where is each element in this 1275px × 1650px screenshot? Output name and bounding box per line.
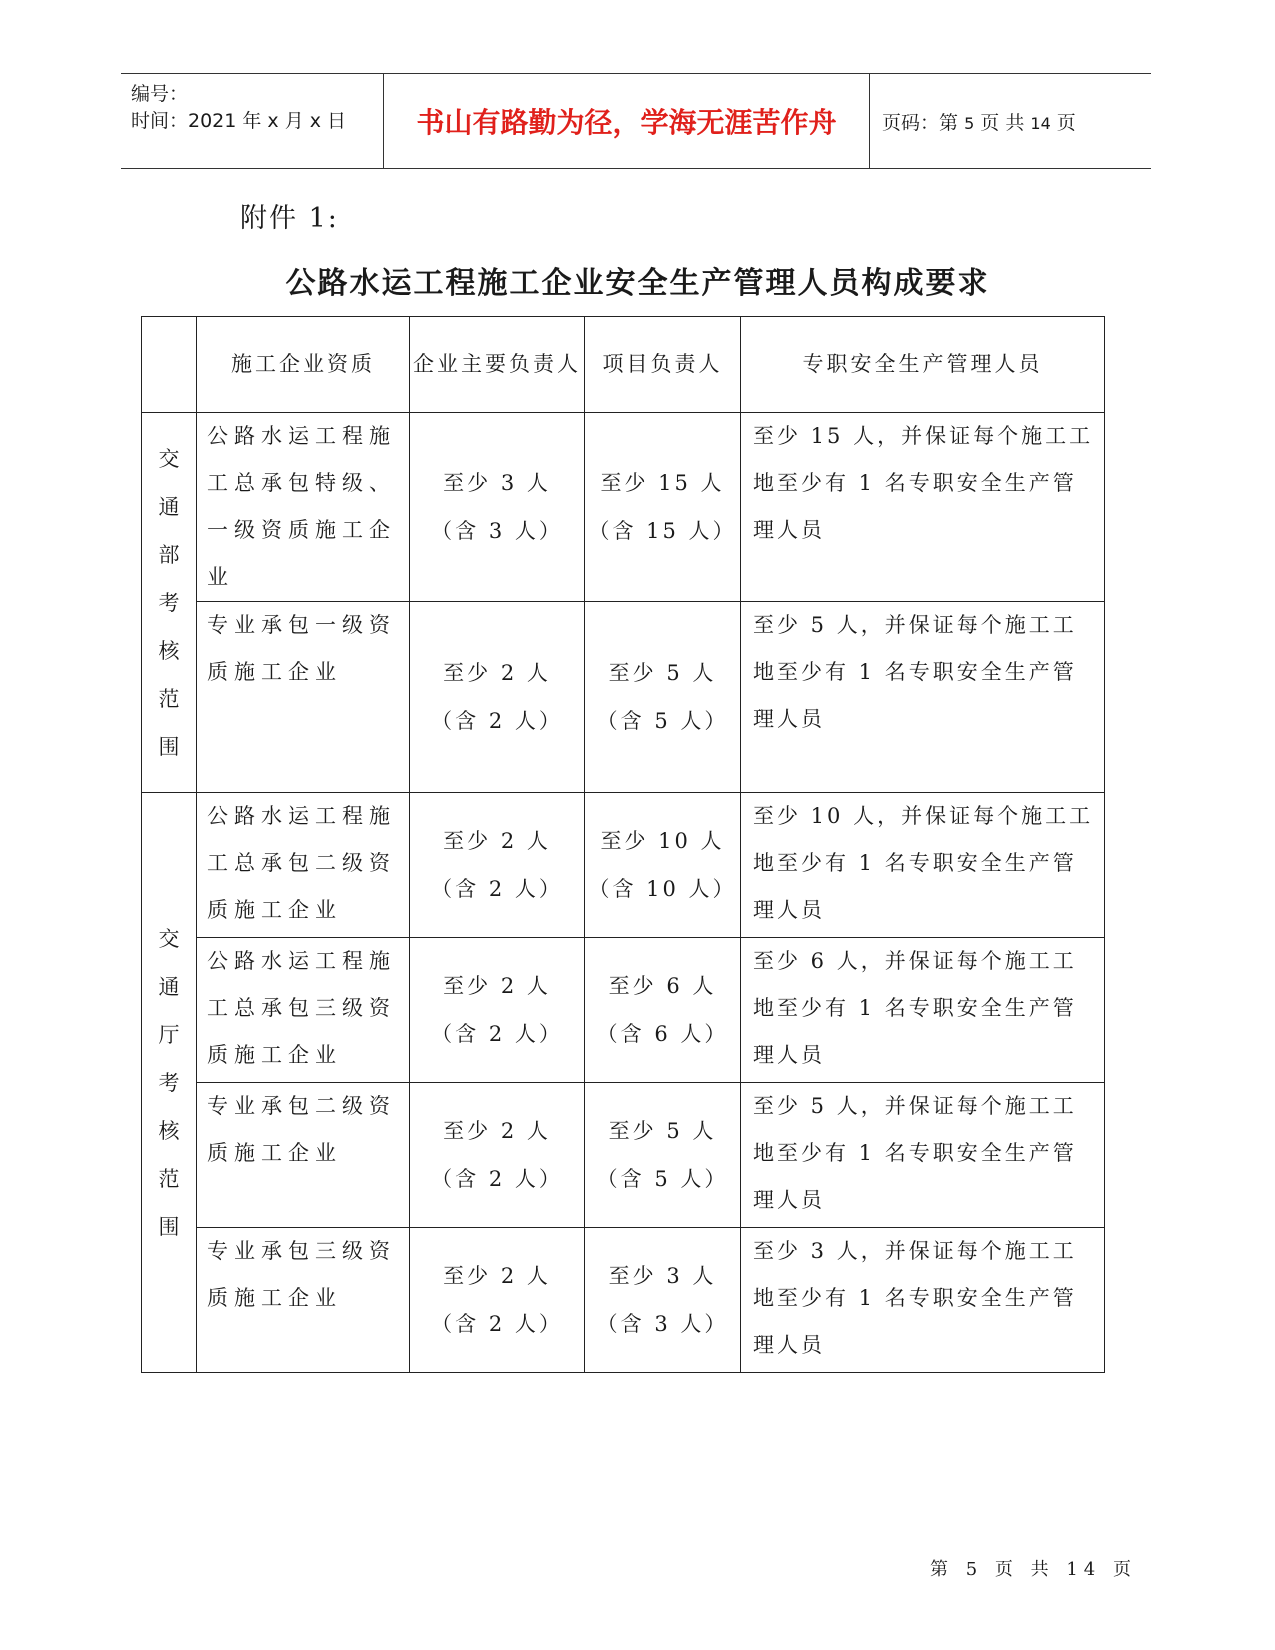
principal-incl: （含 2 人）	[431, 1022, 563, 1046]
lead-min: 至少 5 人	[608, 661, 717, 685]
table-row	[142, 1228, 1105, 1373]
table-row	[142, 1083, 1105, 1228]
principal-cell	[410, 1228, 585, 1373]
scope-char: 部	[158, 542, 180, 567]
safety-staff-cell: 至少 5 人，并保证每个施工工地至少有 1 名专职安全生产管理人员	[741, 1083, 1105, 1228]
lead-min: 至少 10 人	[600, 829, 725, 853]
scope-char: 通	[158, 494, 180, 519]
header-motto: 书山有路勤为径，学海无涯苦作舟	[384, 74, 870, 168]
scope-text	[142, 915, 196, 1251]
header-principal-text: 企业主要负责人	[413, 352, 581, 376]
header-empty-cell	[142, 317, 197, 413]
table-row	[142, 793, 1105, 938]
project-lead-cell	[585, 938, 741, 1083]
safety-staff-cell: 至少 15 人，并保证每个施工工地至少有 1 名专职安全生产管理人员	[741, 413, 1105, 602]
header-project-lead: 项目负责人	[585, 317, 741, 413]
scope-char: 围	[158, 734, 180, 759]
doc-time-label: 时间：2021 年 x 月 x 日	[131, 110, 347, 132]
header-principal	[410, 317, 585, 413]
scope-char: 交	[158, 926, 180, 951]
page-prefix: 页码：第	[882, 111, 959, 134]
page-total: 14	[1030, 113, 1051, 133]
project-lead-cell	[585, 1083, 741, 1228]
requirements-table	[141, 316, 1105, 1373]
page-mid: 页 共	[980, 111, 1025, 134]
scope-char: 范	[158, 1166, 180, 1191]
qualification-cell: 专业承包二级资质施工企业	[197, 1083, 410, 1228]
header-meta	[121, 74, 384, 168]
lead-incl: （含 15 人）	[588, 519, 737, 543]
principal-incl: （含 2 人）	[431, 877, 563, 901]
attachment-label: 附件 1:	[240, 203, 339, 234]
qualification-cell: 专业承包三级资质施工企业	[197, 1228, 410, 1373]
scope-cell	[142, 793, 197, 1373]
safety-staff-cell: 至少 6 人，并保证每个施工工地至少有 1 名专职安全生产管理人员	[741, 938, 1105, 1083]
header-page-info	[870, 74, 1151, 168]
lead-min: 至少 15 人	[600, 471, 725, 495]
principal-min: 至少 2 人	[443, 829, 551, 853]
table-row	[142, 938, 1105, 1083]
principal-cell	[410, 938, 585, 1083]
lead-min: 至少 6 人	[608, 974, 717, 998]
safety-staff-cell: 至少 3 人，并保证每个施工工地至少有 1 名专职安全生产管理人员	[741, 1228, 1105, 1373]
principal-cell	[410, 602, 585, 793]
table-body	[142, 317, 1105, 1373]
principal-incl: （含 2 人）	[431, 709, 563, 733]
header-safety-staff: 专职安全生产管理人员	[741, 317, 1105, 413]
table-row	[142, 413, 1105, 602]
scope-text	[142, 435, 196, 771]
safety-staff-cell: 至少 5 人，并保证每个施工工地至少有 1 名专职安全生产管理人员	[741, 602, 1105, 793]
lead-min: 至少 3 人	[608, 1264, 717, 1288]
principal-min: 至少 2 人	[443, 1119, 551, 1143]
page-header	[121, 73, 1151, 169]
principal-cell	[410, 1083, 585, 1228]
scope-char: 围	[158, 1214, 180, 1239]
principal-incl: （含 3 人）	[431, 519, 563, 543]
scope-char: 核	[158, 638, 180, 663]
table-row	[142, 602, 1105, 793]
qualification-cell: 公路水运工程施工总承包二级资质施工企业	[197, 793, 410, 938]
principal-min: 至少 2 人	[443, 661, 551, 685]
principal-min: 至少 2 人	[443, 974, 551, 998]
principal-cell	[410, 793, 585, 938]
scope-char: 范	[158, 686, 180, 711]
project-lead-cell	[585, 602, 741, 793]
scope-char: 厅	[158, 1022, 180, 1047]
principal-min: 至少 3 人	[443, 471, 551, 495]
qualification-cell: 专业承包一级资质施工企业	[197, 602, 410, 793]
header-qualification: 施工企业资质	[197, 317, 410, 413]
principal-incl: （含 2 人）	[431, 1167, 563, 1191]
scope-char: 通	[158, 974, 180, 999]
scope-cell	[142, 413, 197, 793]
lead-incl: （含 3 人）	[596, 1312, 729, 1336]
project-lead-cell	[585, 793, 741, 938]
project-lead-cell	[585, 413, 741, 602]
page-number: 5	[964, 113, 975, 133]
scope-char: 核	[158, 1118, 180, 1143]
doc-number-label: 编号：	[131, 83, 189, 105]
project-lead-cell	[585, 1228, 741, 1373]
page-footer: 第 5 页 共 14 页	[930, 1559, 1137, 1580]
principal-cell	[410, 413, 585, 602]
scope-char: 考	[158, 590, 180, 615]
lead-incl: （含 6 人）	[596, 1022, 729, 1046]
page-suffix: 页	[1056, 111, 1076, 134]
scope-char: 考	[158, 1070, 180, 1095]
scope-char: 交	[158, 446, 180, 471]
lead-incl: （含 10 人）	[588, 877, 737, 901]
table-header-row	[142, 317, 1105, 413]
lead-incl: （含 5 人）	[596, 709, 729, 733]
principal-incl: （含 2 人）	[431, 1312, 563, 1336]
principal-min: 至少 2 人	[443, 1264, 551, 1288]
qualification-cell: 公路水运工程施工总承包特级、一级资质施工企业	[197, 413, 410, 602]
lead-min: 至少 5 人	[608, 1119, 717, 1143]
doc-title: 公路水运工程施工企业安全生产管理人员构成要求	[285, 266, 990, 301]
qualification-cell: 公路水运工程施工总承包三级资质施工企业	[197, 938, 410, 1083]
safety-staff-cell: 至少 10 人，并保证每个施工工地至少有 1 名专职安全生产管理人员	[741, 793, 1105, 938]
lead-incl: （含 5 人）	[596, 1167, 729, 1191]
